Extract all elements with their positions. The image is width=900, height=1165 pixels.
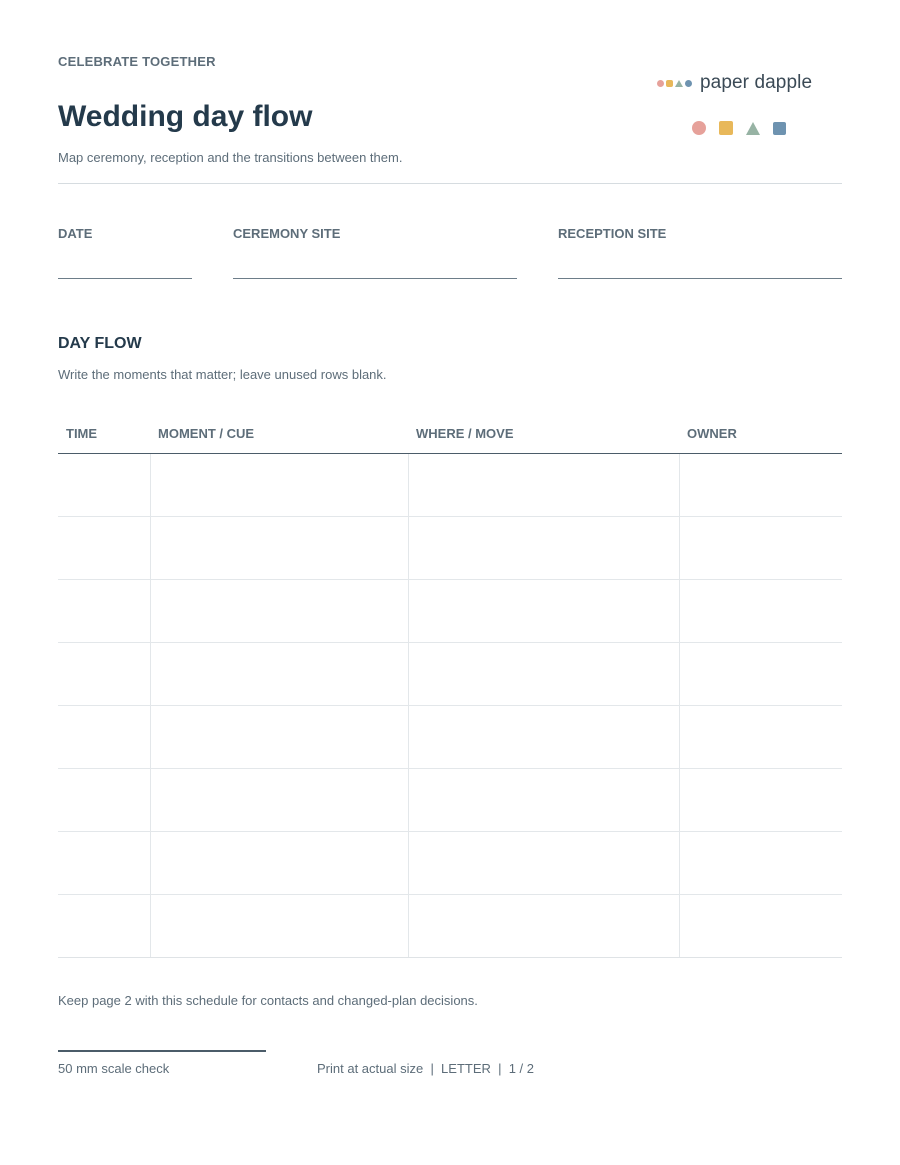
owner-cell[interactable] bbox=[679, 643, 842, 706]
where-cell[interactable] bbox=[408, 706, 679, 769]
eyebrow-label: CELEBRATE TOGETHER bbox=[58, 54, 216, 69]
table-row bbox=[58, 706, 842, 769]
moment-cell[interactable] bbox=[150, 517, 408, 580]
brand-shapes bbox=[692, 121, 786, 135]
section-title: DAY FLOW bbox=[58, 335, 142, 352]
table-row bbox=[58, 517, 842, 580]
reception-site-field[interactable] bbox=[558, 278, 842, 279]
table-row bbox=[58, 769, 842, 832]
owner-cell[interactable] bbox=[679, 895, 842, 958]
where-cell[interactable] bbox=[408, 580, 679, 643]
date-label: DATE bbox=[58, 226, 93, 241]
time-cell[interactable] bbox=[58, 832, 150, 895]
brand-mark bbox=[657, 80, 692, 87]
owner-cell[interactable] bbox=[679, 769, 842, 832]
ceremony-site-field[interactable] bbox=[233, 278, 517, 279]
where-cell[interactable] bbox=[408, 517, 679, 580]
header-divider bbox=[58, 183, 842, 184]
time-cell[interactable] bbox=[58, 643, 150, 706]
owner-cell[interactable] bbox=[679, 580, 842, 643]
date-field[interactable] bbox=[58, 278, 192, 279]
footer-note: Keep page 2 with this schedule for contacts and changed-plan decisions. bbox=[58, 993, 478, 1008]
moment-cell[interactable] bbox=[150, 769, 408, 832]
circle-icon bbox=[657, 80, 664, 87]
circle-icon bbox=[685, 80, 692, 87]
column-header-time: TIME bbox=[58, 413, 150, 454]
table-header-row bbox=[58, 413, 842, 454]
moment-cell[interactable] bbox=[150, 706, 408, 769]
print-info: Print at actual size | LETTER | 1 / 2 bbox=[317, 1061, 535, 1076]
day-flow-table bbox=[58, 413, 842, 958]
table-row bbox=[58, 643, 842, 706]
square-icon bbox=[773, 122, 786, 135]
where-cell[interactable] bbox=[408, 643, 679, 706]
scale-check-label: 50 mm scale check bbox=[58, 1061, 170, 1076]
triangle-icon bbox=[746, 122, 760, 135]
column-header-owner: OWNER bbox=[679, 413, 842, 454]
time-cell[interactable] bbox=[58, 454, 150, 517]
where-cell[interactable] bbox=[408, 895, 679, 958]
owner-cell[interactable] bbox=[679, 706, 842, 769]
section-note: Write the moments that matter; leave unused rows blank. bbox=[58, 367, 387, 382]
table-row bbox=[58, 832, 842, 895]
reception-site-label: RECEPTION SITE bbox=[558, 226, 667, 241]
moment-cell[interactable] bbox=[150, 832, 408, 895]
page-subtitle: Map ceremony, reception and the transitions between them. bbox=[58, 150, 403, 165]
owner-cell[interactable] bbox=[679, 832, 842, 895]
moment-cell[interactable] bbox=[150, 580, 408, 643]
where-cell[interactable] bbox=[408, 454, 679, 517]
square-icon bbox=[666, 80, 673, 87]
where-cell[interactable] bbox=[408, 832, 679, 895]
square-icon bbox=[719, 121, 733, 135]
table-row bbox=[58, 580, 842, 643]
moment-cell[interactable] bbox=[150, 643, 408, 706]
brand-logo bbox=[657, 72, 812, 94]
where-cell[interactable] bbox=[408, 769, 679, 832]
time-cell[interactable] bbox=[58, 706, 150, 769]
ceremony-site-label: CEREMONY SITE bbox=[233, 226, 341, 241]
page-title: Wedding day flow bbox=[58, 100, 313, 133]
table-row bbox=[58, 895, 842, 958]
time-cell[interactable] bbox=[58, 517, 150, 580]
column-header-moment: MOMENT / CUE bbox=[150, 413, 408, 454]
table-row bbox=[58, 454, 842, 517]
owner-cell[interactable] bbox=[679, 454, 842, 517]
column-header-where: WHERE / MOVE bbox=[408, 413, 679, 454]
time-cell[interactable] bbox=[58, 895, 150, 958]
moment-cell[interactable] bbox=[150, 454, 408, 517]
moment-cell[interactable] bbox=[150, 895, 408, 958]
time-cell[interactable] bbox=[58, 769, 150, 832]
brand-name: paper dapple bbox=[700, 72, 813, 93]
circle-icon bbox=[692, 121, 706, 135]
owner-cell[interactable] bbox=[679, 517, 842, 580]
time-cell[interactable] bbox=[58, 580, 150, 643]
scale-check-line bbox=[58, 1050, 266, 1052]
triangle-icon bbox=[675, 80, 683, 87]
